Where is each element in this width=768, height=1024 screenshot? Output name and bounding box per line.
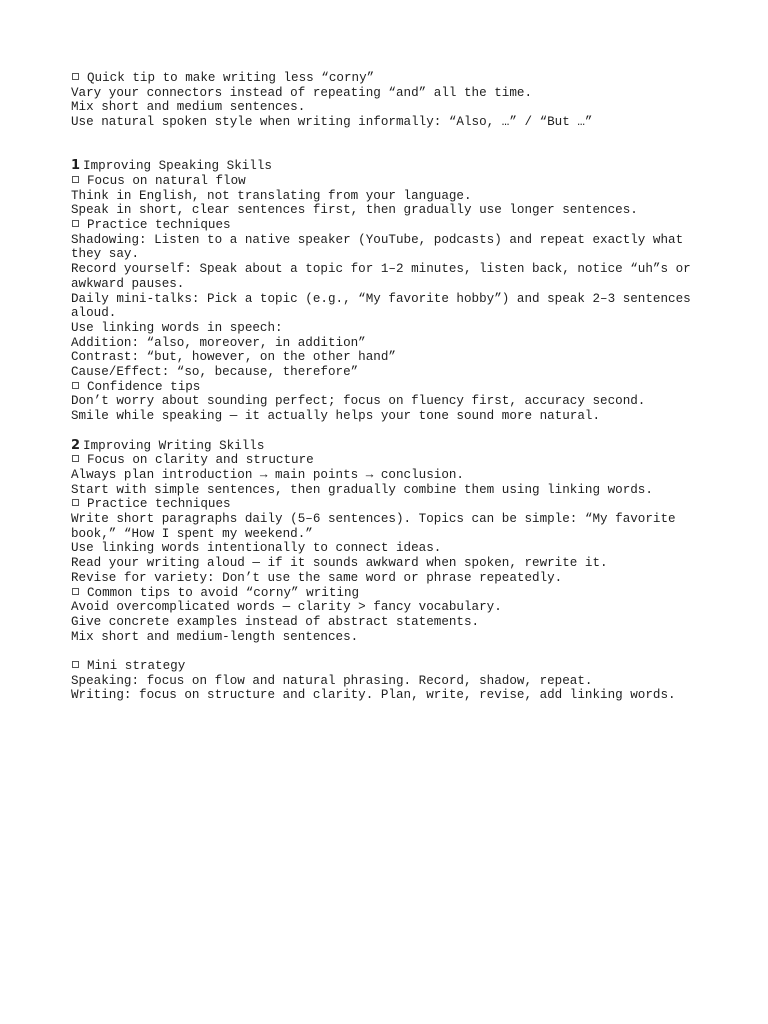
writing-practice-subheading-text: Practice techniques — [87, 497, 231, 512]
corny-subheading-text: Common tips to avoid “corny” writing — [87, 585, 360, 600]
practice-line: Use linking words intentionally to connect ideas. — [71, 541, 442, 556]
practice-line: Daily mini-talks: Pick a topic (e.g., “My favorite hobby”) and speak 2–3 sentences aloud. — [71, 291, 699, 321]
square-bullet-icon — [72, 73, 79, 80]
practice-line: Use linking words in speech: — [71, 320, 283, 335]
square-bullet-icon — [72, 499, 79, 506]
strategy-line: Speaking: focus on flow and natural phrasing. Record, shadow, repeat. — [71, 673, 593, 688]
practice-line: Revise for variety: Don’t use the same word or phrase repeatedly. — [71, 570, 563, 585]
flow-line: Think in English, not translating from your language. — [71, 188, 472, 203]
square-bullet-icon — [72, 661, 79, 668]
speaking-practice-subheading — [71, 218, 711, 233]
section-number: 2 — [71, 437, 81, 453]
practice-line: Write short paragraphs daily (5–6 sentences). Topics can be simple: “My favorite book,” “How I spent my weekend.” — [71, 512, 684, 541]
speaking-heading-text: Improving Speaking Skills — [83, 159, 272, 174]
flow-subheading-text: Focus on natural flow — [87, 173, 246, 188]
square-bullet-icon — [72, 176, 79, 183]
practice-line: Record yourself: Speak about a topic for 1–2 minutes, listen back, notice “uh”s or awkward pauses. — [71, 262, 699, 291]
speaking-section-heading — [71, 159, 711, 174]
practice-line: Shadowing: Listen to a native speaker (YouTube, podcasts) and repeat exactly what they say. — [71, 232, 691, 262]
tip-line: Mix short and medium sentences. — [71, 100, 306, 115]
flow-subheading — [71, 174, 711, 189]
tip-heading — [71, 71, 711, 86]
tip-heading-text: Quick tip to make writing less “corny” — [87, 71, 375, 85]
speaking-practice-subheading-text: Practice techniques — [87, 218, 231, 233]
corny-line: Avoid overcomplicated words — clarity > fancy vocabulary. — [71, 600, 502, 615]
clarity-subheading-text: Focus on clarity and structure — [87, 453, 314, 468]
spacer — [71, 644, 711, 659]
square-bullet-icon — [72, 220, 79, 227]
confidence-line: Don’t worry about sounding perfect; focus on fluency first, accuracy second. — [71, 394, 646, 409]
strategy-line: Writing: focus on structure and clarity. Plan, write, revise, add linking words. — [71, 688, 676, 703]
writing-heading-text: Improving Writing Skills — [83, 438, 265, 453]
corny-subheading — [71, 586, 711, 601]
square-bullet-icon — [72, 455, 79, 462]
corny-line: Give concrete examples instead of abstract statements. — [71, 614, 480, 629]
confidence-line: Smile while speaking — it actually helps your tone sound more natural. — [71, 409, 601, 424]
strategy-heading — [71, 659, 711, 674]
writing-practice-subheading — [71, 497, 711, 512]
confidence-subheading-text: Confidence tips — [87, 379, 201, 394]
practice-line: Read your writing aloud — if it sounds awkward when spoken, rewrite it. — [71, 556, 608, 571]
tip-line: Use natural spoken style when writing informally: “Also, …” / “But …” — [71, 115, 593, 130]
corny-line: Mix short and medium-length sentences. — [71, 629, 359, 644]
spacer — [71, 130, 711, 159]
practice-line: Addition: “also, moreover, in addition” — [71, 335, 366, 350]
tip-line: Vary your connectors instead of repeating “and” all the time. — [71, 85, 533, 100]
square-bullet-icon — [72, 588, 79, 595]
clarity-line: Start with simple sentences, then gradually combine them using linking words. — [71, 482, 653, 497]
confidence-subheading — [71, 380, 711, 395]
section-number: 1 — [71, 158, 81, 174]
clarity-subheading — [71, 453, 711, 468]
clarity-line: Always plan introduction → main points → conclusion. — [71, 467, 464, 482]
practice-line: Cause/Effect: “so, because, therefore” — [71, 365, 359, 380]
writing-section-heading — [71, 439, 711, 454]
practice-line: Contrast: “but, however, on the other hand” — [71, 350, 396, 365]
flow-line: Speak in short, clear sentences first, then gradually use longer sentences. — [71, 203, 638, 218]
spacer — [71, 424, 711, 439]
square-bullet-icon — [72, 382, 79, 389]
document-body — [71, 71, 711, 703]
strategy-heading-text: Mini strategy — [87, 659, 186, 674]
